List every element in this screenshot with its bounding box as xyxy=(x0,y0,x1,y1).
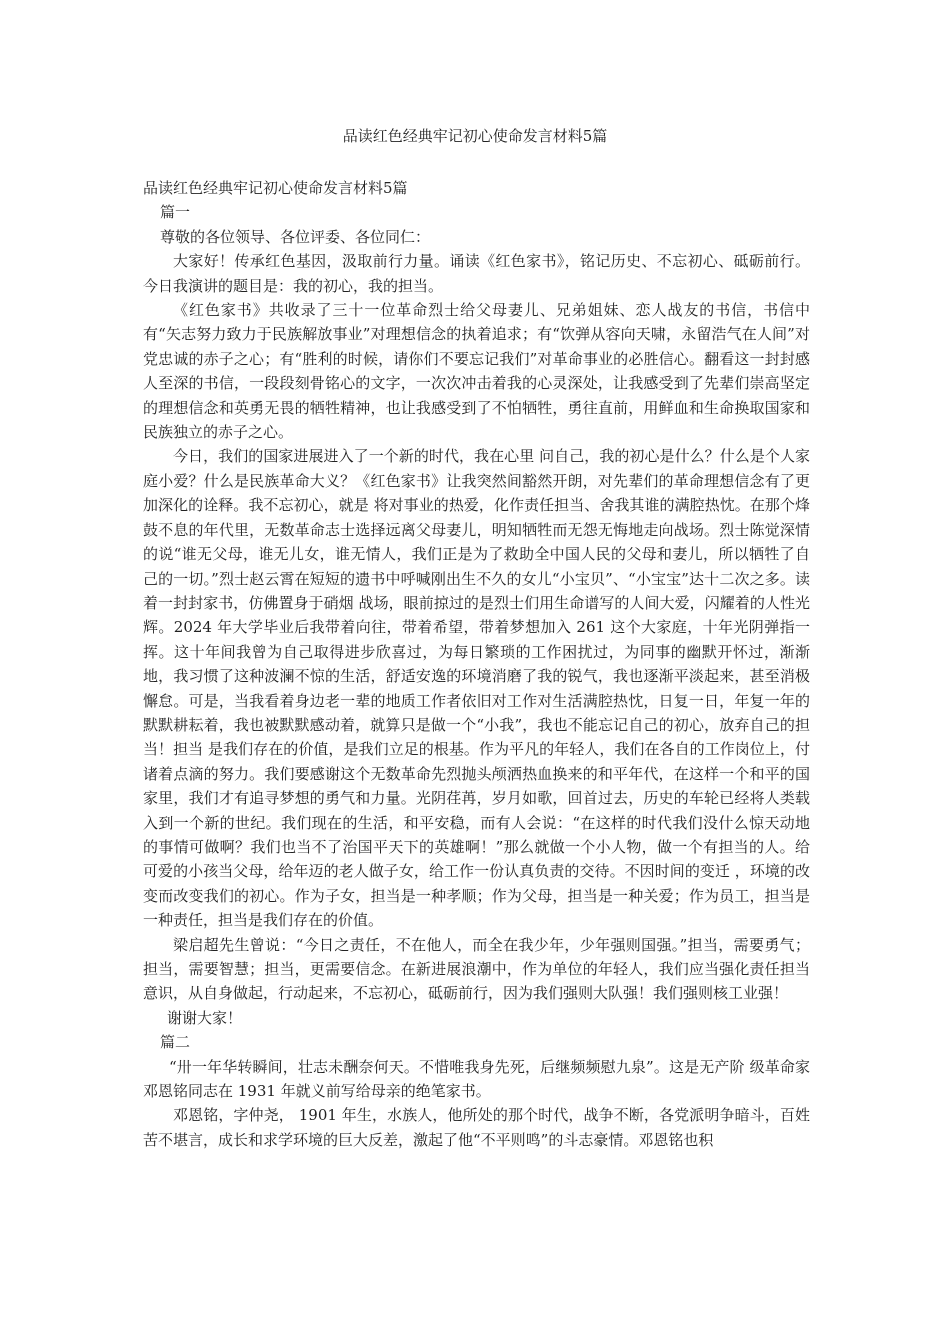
section-heading-1: 篇一 xyxy=(160,203,191,222)
paragraph-1: 大家好！传承红色基因，汲取前行力量。诵读《红色家书》，铭记历史、不忘初心、砥砺前行。今日我演讲的题目是：我的初心，我的担当。 xyxy=(143,252,810,295)
paragraph-4: 梁启超先生曾说：“今日之责任，不在他人，而全在我少年，少年强则国强。”担当，需要勇气；担当，需要智慧；担当，更需要信念。在新进展浪潮中，作为单位的年轻人，我们应当强化责任担当意识，从自身做起，行动起来，不忘初心，砥砺前行，因为我们强则大队强！我们强则核工业强！ xyxy=(143,935,810,1003)
document-subtitle: 品读红色经典牢记初心使命发言材料5篇 xyxy=(143,179,408,197)
paragraph-3: 今日，我们的国家进展进入了一个新的时代，我在心里 问自己，我的初心是什么？什么是个人家庭小爱？什么是民族革命大义？《红色家书》让我突然间豁然开朗，对先辈们的革命理想信念有了更加深化的诠释。我不忘初心，就是 将对事业的热爱，化作责任担当、舍我其谁的满腔热忱。在那个烽鼓不息的年代里，无数革命志士选择远离父母妻儿，明知牺牲而无怨无悔地走向战场。烈士陈觉深情的说“谁无父母，谁无儿女，谁无情人，我们正是为了救助全中国人民的父母和妻儿，所以牺牲了自己的一切。”烈士赵云霄在短短的遗书中呼喊刚出生不久的女儿“小宝贝”、“小宝宝”达十二次之多。读着一封封家书，仿佛置身于硝烟 战场，眼前掠过的是烈士们用生命谱写的人间大爱，闪耀着的人性光辉。2024 年大学毕业后我带着向往，带着希望，带着梦想加入 261 这个大家庭，十年光阴弹指一挥。这十年间我曾为自己取得进步欣喜过，为每日繁琐的工作困扰过，为同事的幽默开怀过，渐渐地，我习惯了这种波澜不惊的生活，舒适安逸的环境消磨了我的锐气，我也逐渐平淡起来，甚至消极懈怠。可是，当我看着身边老一辈的地质工作者依旧对工作对生活满腔热忱，日复一日，年复一年的默默耕耘着，我也被默默感动着，就算只是做一个“小我”，我也不能忘记自己的初心，放弃自己的担当！担当 是我们存在的价值，是我们立足的根基。作为平凡的年轻人，我们在各自的工作岗位上，付诸着点滴的努力。我们要感谢这个无数革命先烈抛头颅洒热血换来的和平年代，在这样一个和平的国家里，我们才有追寻梦想的勇气和力量。光阴荏苒，岁月如歌，回首过去，历史的车轮已经将人类载入到一个新的世纪。我们现在的生活，和平安稳，而有人会说：“在这样的时代我们没什么惊天动地的事情可做啊？我们也当不了治国平天下的英雄啊！”那么就做一个小人物，做一个有担当的人。给可爱的小孩当父母，给年迈的老人做子女，给工作一份认真负责的交待。不因时间的变迁 ，环境的改变而改变我们的初心。作为子女，担当是一种孝顺；作为父母，担当是一种关爱；作为员工，担当是一种责任，担当是我们存在的价值。 xyxy=(143,447,810,930)
paragraph-6: 邓恩铭，字仲尧， 1901 年生，水族人，他所处的那个时代，战争不断，各党派明争暗斗，百姓苦不堪言，成长和求学环境的巨大反差，激起了他“不平则鸣”的斗志豪情。邓恩铭也积 xyxy=(143,1106,810,1149)
document-body xyxy=(143,176,810,1152)
paragraph-2: 《红色家书》共收录了三十一位革命烈士给父母妻儿、兄弟姐妹、恋人战友的书信，书信中有“矢志努力致力于民族解放事业”对理想信念的执着追求；有“饮弹从容向天啸，永留浩气在人间”对党忠诚的赤子之心；有“胜利的时候，请你们不要忘记我们”对革命事业的必胜信心。翻看这一封封感人至深的书信，一段段刻骨铭心的文字，一次次冲击着我的心灵深处，让我感受到了先辈们崇高坚定的理想信念和英勇无畏的牺牲精神，也让我感受到了不怕牺牲，勇往直前，用鲜血和生命换取国家和民族独立的赤子之心。 xyxy=(143,301,810,442)
closing-thanks: 谢谢大家！ xyxy=(167,1008,243,1027)
paragraph-5: “卅一年华转瞬间，壮志未酬奈何天。不惜唯我身先死，后继频频慰九泉”。这是无产阶 级革命家邓恩铭同志在 1931 年就义前写给母亲的绝笔家书。 xyxy=(143,1057,810,1101)
section-heading-2: 篇二 xyxy=(160,1033,191,1052)
document-title: 品读红色经典牢记初心使命发言材料5篇 xyxy=(342,127,608,145)
salutation: 尊敬的各位领导、各位评委、各位同仁： xyxy=(160,227,431,246)
